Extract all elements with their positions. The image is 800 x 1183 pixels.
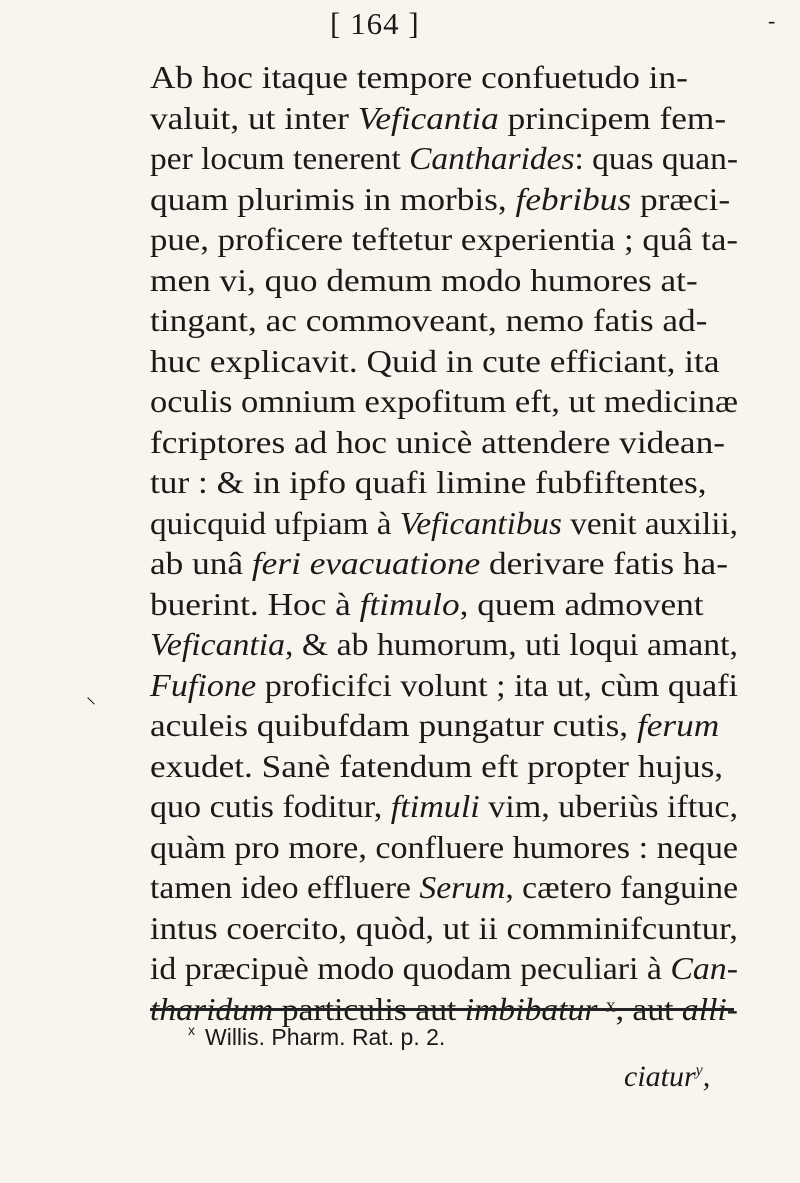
text-span: huc explicavit. Quid in cute efficiant, ita xyxy=(150,343,720,379)
text-line-content xyxy=(150,421,725,465)
catchword-sup: y xyxy=(695,1062,703,1079)
margin-mark: ⸜ xyxy=(86,686,96,708)
text-line-content xyxy=(150,866,738,910)
text-line-content xyxy=(150,826,738,870)
text-line-content xyxy=(150,299,707,343)
text-line xyxy=(150,704,720,748)
text-line xyxy=(150,461,707,505)
text-span: pue, proficere teftetur experientia ; quâ ta- xyxy=(150,222,738,257)
text-line-content xyxy=(150,907,738,951)
italic-span: tharidum xyxy=(150,991,274,1027)
text-span: præci- xyxy=(631,181,731,217)
catchword-trail: , xyxy=(702,1060,711,1093)
text-span: quo cutis foditur, xyxy=(150,789,391,824)
text-line xyxy=(150,947,738,991)
text-span: particulis aut xyxy=(273,991,465,1027)
italic-span: alli- xyxy=(681,991,738,1027)
italic-span: Veficantibus xyxy=(399,505,562,541)
text-line xyxy=(150,137,738,181)
text-line xyxy=(150,785,738,829)
text-line-content xyxy=(150,542,728,586)
text-line-content xyxy=(150,704,719,748)
italic-span: Veficantia xyxy=(357,100,499,136)
text-line xyxy=(150,907,738,951)
corner-mark: - xyxy=(768,8,776,33)
italic-span: Fufione xyxy=(150,667,257,703)
text-line-content xyxy=(150,745,723,789)
text-span: oculis omnium expofitum eft, ut medicinæ xyxy=(150,384,739,419)
text-span: quam plurimis in morbis, xyxy=(150,181,516,217)
text-span: tamen ideo effluere xyxy=(150,870,420,905)
text-span: valuit, ut inter xyxy=(150,100,358,136)
text-span: vim, uberiùs iftuc, xyxy=(479,789,738,824)
text-line xyxy=(150,502,738,546)
text-line-content xyxy=(150,259,698,303)
text-line xyxy=(150,866,739,910)
text-line xyxy=(150,826,739,870)
text-span: id præcipuè modo quodam peculiari à xyxy=(150,951,671,986)
catchword xyxy=(624,1060,710,1094)
text-line-content xyxy=(150,947,738,991)
text-span: derivare fatis ha- xyxy=(480,546,728,581)
footnote-text: Willis. Pharm. Rat. p. 2. xyxy=(205,1024,446,1050)
text-line xyxy=(150,56,688,100)
text-span: proficifci volunt ; ita ut, cùm quafi xyxy=(256,667,738,703)
footnote-rule xyxy=(150,1008,734,1011)
italic-span: Can- xyxy=(670,951,738,986)
text-line xyxy=(150,218,738,262)
text-line xyxy=(150,664,738,708)
text-line-content xyxy=(150,664,738,708)
italic-span: Cantharides xyxy=(409,141,575,176)
text-line xyxy=(150,623,739,667)
text-line xyxy=(150,421,725,465)
italic-span: imbibatur xyxy=(464,991,598,1027)
text-line-content xyxy=(150,583,704,627)
text-span: fcriptores ad hoc unicè attendere videan- xyxy=(150,424,725,460)
text-span: , quem admovent xyxy=(459,586,704,622)
text-line xyxy=(150,380,739,424)
text-line-content xyxy=(150,623,738,667)
text-span: quicquid ufpiam à xyxy=(150,505,400,541)
text-span: intus coercito, quòd, ut ii comminifcuntur, xyxy=(150,910,738,946)
text-span: per locum tenerent xyxy=(150,141,410,176)
text-span: tur : & in ipfo quafi limine fubfiftentes, xyxy=(150,465,707,500)
text-span: men vi, quo demum modo humores at- xyxy=(150,262,698,298)
text-span: exudet. Sanè fatendum eft propter hujus, xyxy=(150,748,724,784)
text-line xyxy=(150,299,708,343)
text-span: : quas quan- xyxy=(574,141,738,176)
text-line-content xyxy=(150,97,726,141)
text-line xyxy=(150,97,727,141)
italic-span: Serum xyxy=(419,870,506,905)
catchword-text: ciatur xyxy=(624,1060,696,1093)
text-span: venit auxilii, xyxy=(561,505,738,541)
text-line-content xyxy=(150,137,738,181)
text-span: Ab hoc itaque tempore confuetudo in- xyxy=(150,60,688,95)
italic-span: ferum xyxy=(636,708,720,743)
text-line xyxy=(150,340,720,384)
text-line-content xyxy=(150,502,738,546)
text-span: ˣ, aut xyxy=(597,991,682,1027)
text-span: , cætero fanguine xyxy=(505,870,739,905)
italic-span: Veficantia xyxy=(150,627,286,662)
text-line-content xyxy=(150,340,720,384)
text-line-content xyxy=(150,56,688,100)
text-line-content xyxy=(150,218,738,262)
text-line-content xyxy=(150,461,707,505)
text-line-content xyxy=(150,380,738,424)
italic-span: feri evacuatione xyxy=(251,546,481,581)
text-span: , & ab humorum, uti loqui amant, xyxy=(285,627,739,662)
text-span: principem fem- xyxy=(498,100,727,136)
text-line-content xyxy=(150,785,738,829)
text-line xyxy=(150,178,731,222)
text-span: buerint. Hoc à xyxy=(150,586,360,622)
footnote-marker: x xyxy=(188,1022,195,1038)
text-span: ab unâ xyxy=(150,546,252,581)
italic-span: ftimuli xyxy=(390,789,480,824)
text-line-content xyxy=(150,178,730,222)
footnote xyxy=(188,1022,445,1051)
text-line xyxy=(150,583,704,627)
italic-span: ftimulo xyxy=(359,586,460,622)
page-number: [ 164 ] xyxy=(330,6,420,41)
text-line xyxy=(150,259,698,303)
text-span: aculeis quibufdam pungatur cutis, xyxy=(150,708,637,743)
italic-span: febribus xyxy=(515,181,632,217)
text-line xyxy=(150,542,728,586)
text-span: tingant, ac commoveant, nemo fatis ad- xyxy=(150,303,708,338)
text-span: quàm pro more, confluere humores : neque xyxy=(150,829,739,865)
text-line xyxy=(150,745,724,789)
